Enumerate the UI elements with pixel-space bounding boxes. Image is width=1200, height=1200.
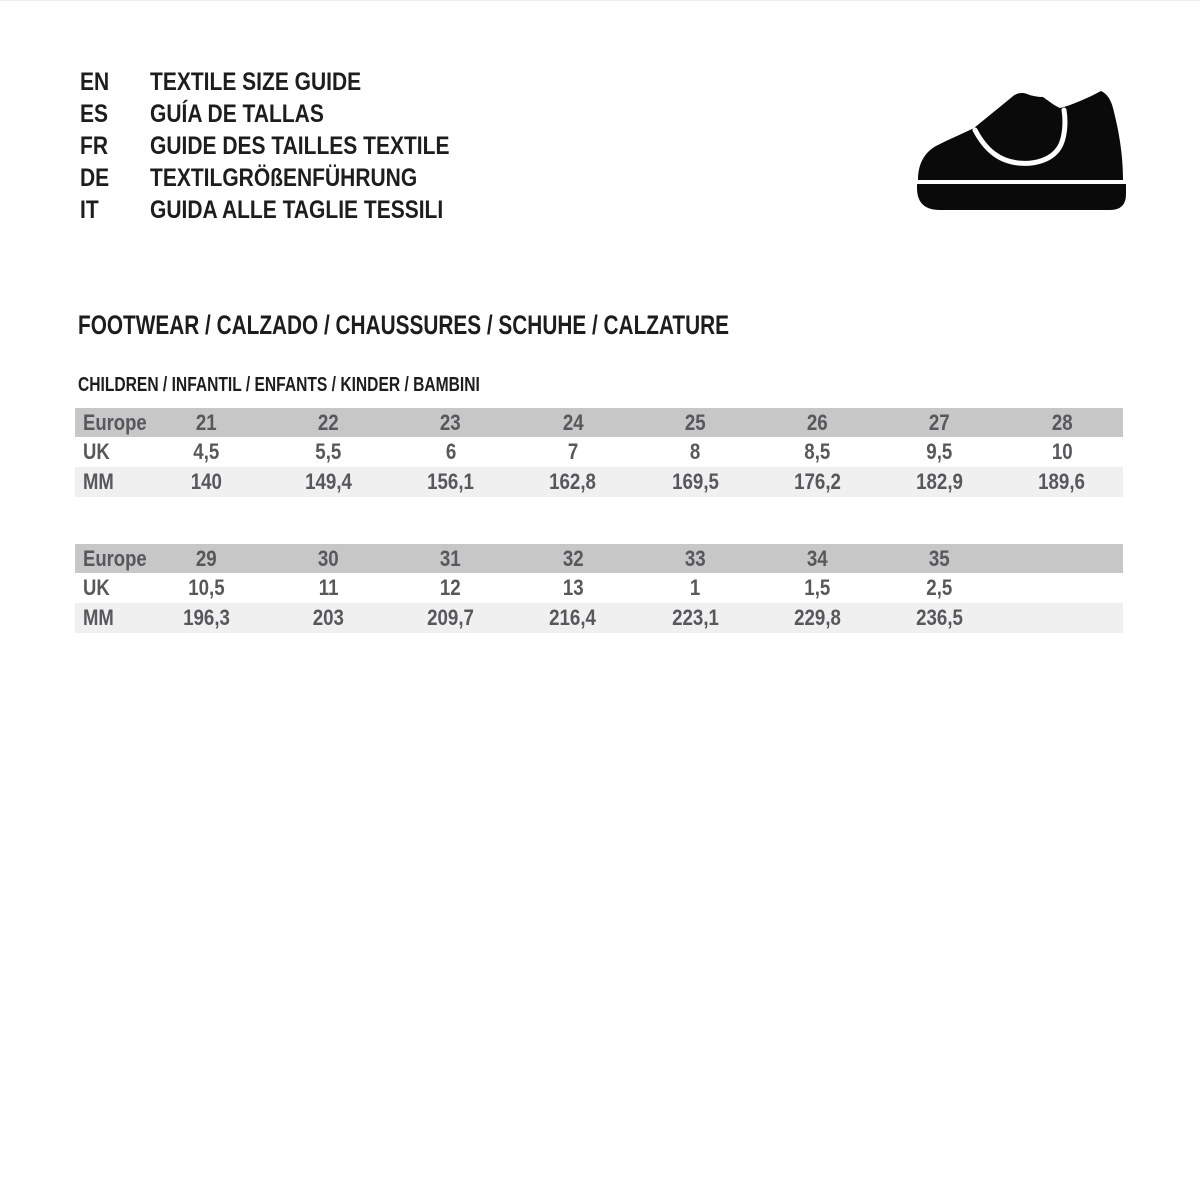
size-cell: 203	[312, 605, 344, 630]
size-table-eu21-28	[75, 408, 1123, 497]
size-cell: 25	[684, 409, 706, 435]
children-subsection-title-text: CHILDREN / INFANTIL / ENFANTS / KINDER / BAMBINI	[78, 374, 480, 396]
size-cell: 26	[806, 409, 828, 435]
size-cell: 5,5	[315, 439, 342, 464]
size-cell: 182,9	[916, 469, 964, 494]
table-row-uk	[75, 437, 1123, 467]
language-code: FR	[80, 131, 108, 160]
size-cell: 7	[567, 439, 579, 464]
size-cell: 13	[562, 575, 584, 600]
language-code: DE	[80, 163, 110, 192]
size-cell	[1001, 607, 1123, 629]
row-label: UK	[83, 439, 110, 464]
language-row-fr	[80, 131, 507, 163]
size-cell: 2,5	[926, 575, 953, 600]
children-shoe-icon	[860, 50, 1200, 270]
size-cell: 6	[445, 439, 456, 464]
table-row-uk	[75, 573, 1123, 603]
children-subsection-title	[78, 375, 593, 395]
size-cell: 162,8	[549, 469, 597, 494]
footwear-section-title	[78, 312, 924, 339]
size-cell: 8	[689, 439, 701, 464]
language-title: TEXTILE SIZE GUIDE	[150, 68, 362, 97]
language-row-it	[80, 194, 507, 226]
size-cell: 29	[195, 545, 217, 571]
size-cell: 30	[317, 545, 339, 571]
size-cell: 24	[562, 409, 584, 435]
size-cell: 10	[1051, 439, 1073, 464]
size-cell: 27	[929, 409, 951, 435]
size-cell: 169,5	[671, 469, 719, 494]
size-cell: 156,1	[427, 469, 475, 494]
row-label: Europe	[83, 409, 147, 435]
size-cell: 189,6	[1038, 469, 1086, 494]
row-label: MM	[83, 605, 114, 630]
size-cell	[1001, 548, 1123, 570]
language-list	[80, 67, 507, 226]
size-cell: 229,8	[793, 605, 841, 630]
language-code: ES	[80, 100, 109, 129]
top-border	[0, 0, 1200, 1]
size-cell: 149,4	[304, 469, 352, 494]
size-cell: 32	[562, 545, 584, 571]
size-cell: 223,1	[671, 605, 719, 630]
language-title: GUIDE DES TAILLES TEXTILE	[150, 131, 450, 160]
size-table-eu29-35	[75, 544, 1123, 633]
size-cell: 140	[190, 469, 222, 494]
table-row-mm	[75, 467, 1123, 497]
row-label: Europe	[83, 545, 147, 571]
size-cell: 209,7	[427, 605, 475, 630]
table-row-europe	[75, 544, 1123, 573]
size-cell: 1,5	[804, 575, 831, 600]
size-cell: 31	[440, 545, 462, 571]
size-cell: 23	[440, 409, 462, 435]
size-cell: 22	[317, 409, 339, 435]
size-cell: 4,5	[193, 439, 220, 464]
size-cell: 12	[440, 575, 462, 600]
language-title: GUÍA DE TALLAS	[150, 100, 324, 129]
size-cell: 196,3	[182, 605, 230, 630]
size-cell: 21	[195, 409, 217, 435]
size-cell: 33	[684, 545, 706, 571]
size-cell: 9,5	[926, 439, 953, 464]
size-cell	[1001, 577, 1123, 599]
size-cell: 8,5	[804, 439, 831, 464]
language-row-de	[80, 162, 507, 194]
language-title: TEXTILGRÖßENFÜHRUNG	[150, 163, 418, 192]
language-row-en	[80, 67, 507, 99]
language-code: IT	[80, 195, 99, 224]
size-cell: 28	[1051, 409, 1073, 435]
table-row-mm	[75, 603, 1123, 633]
size-cell: 34	[806, 545, 828, 571]
size-cell: 236,5	[916, 605, 964, 630]
language-code: EN	[80, 68, 110, 97]
size-cell: 10,5	[187, 575, 225, 600]
size-cell: 35	[929, 545, 951, 571]
size-cell: 176,2	[793, 469, 841, 494]
language-row-es	[80, 99, 507, 131]
row-label: UK	[83, 575, 110, 600]
size-cell: 1	[689, 575, 701, 600]
size-cell: 216,4	[549, 605, 597, 630]
table-row-europe	[75, 408, 1123, 437]
size-cell: 11	[318, 575, 339, 600]
row-label: MM	[83, 469, 114, 494]
footwear-section-title-text: FOOTWEAR / CALZADO / CHAUSSURES / SCHUHE / CALZATURE	[78, 310, 730, 340]
language-title: GUIDA ALLE TAGLIE TESSILI	[150, 195, 444, 224]
